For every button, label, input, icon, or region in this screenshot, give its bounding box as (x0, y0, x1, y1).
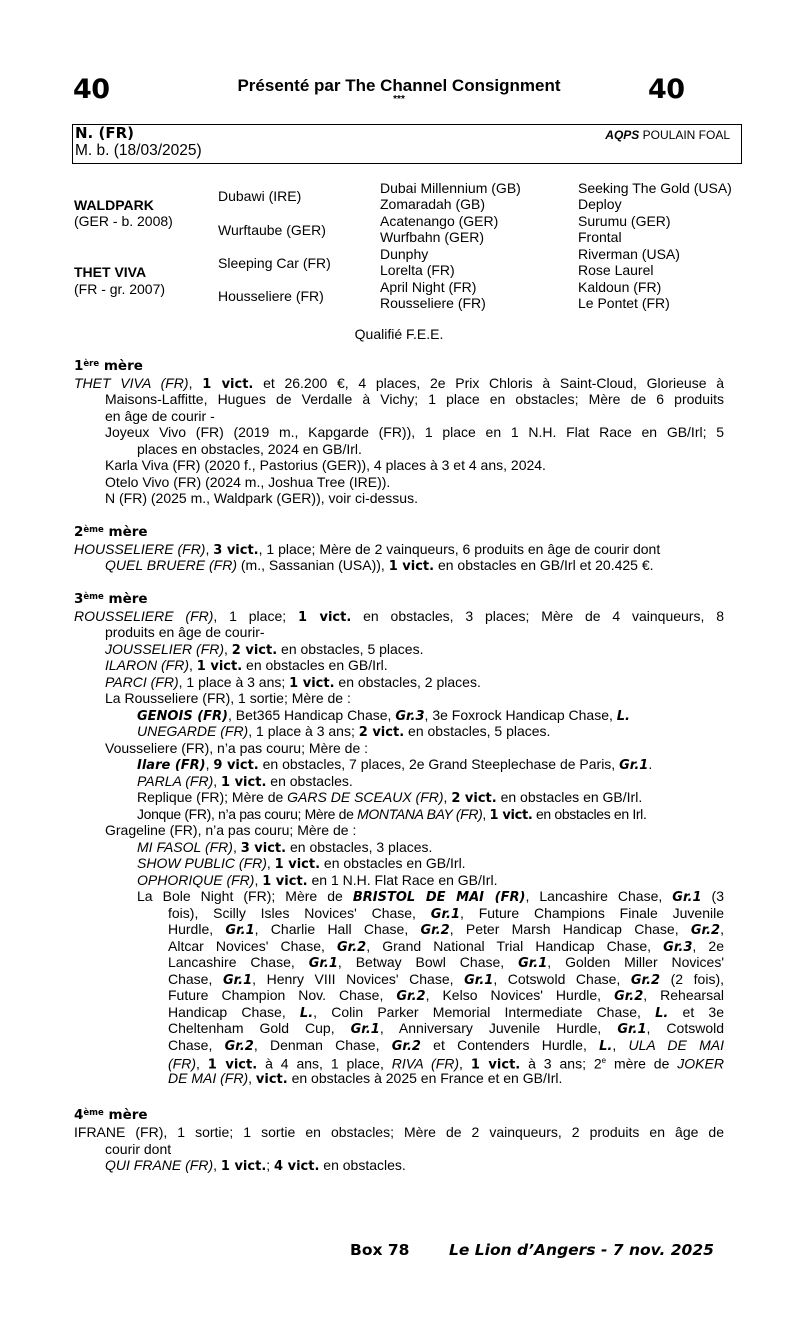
wins: 9 vict. (213, 758, 259, 773)
pedigree-gen3: Wurfbahn (GER) (380, 229, 484, 245)
wins: 2 vict. (451, 791, 497, 806)
wins: 1 vict. (297, 610, 352, 625)
wins: 1 vict. (207, 1057, 258, 1073)
wins: 1 vict. (262, 874, 308, 889)
text: , Lancashire Chase, (525, 888, 673, 904)
text: , (266, 855, 275, 871)
grade: Gr.3 (395, 709, 425, 724)
text: en obstacles, 2 places. (334, 674, 481, 690)
text: et 3e (668, 1004, 725, 1020)
grade: Gr.2 (224, 1039, 254, 1054)
text: fois), Scilly Isles Novices' Chase, (168, 905, 431, 921)
wins: 4 vict. (274, 1159, 320, 1174)
grade: Gr.1 (350, 1022, 380, 1037)
text: , Colin Parker Memorial Intermediate Chase, (313, 1004, 656, 1020)
text: , (224, 641, 232, 657)
text: mère de (606, 1055, 678, 1072)
text: Lancashire Chase, (168, 954, 309, 970)
heading-superscript: ème (83, 1108, 104, 1118)
text: en obstacles en GB/Irl. (496, 789, 643, 805)
dam-line: courir dont (105, 1141, 172, 1157)
grade: L. (655, 1006, 669, 1021)
pedigree-gen3: Zomaradah (GB) (380, 196, 486, 212)
produce-line (105, 557, 654, 575)
produce-line: Vousseliere (FR), n’a pas couru; Mère de : (105, 740, 369, 756)
text: . (648, 756, 653, 772)
black-type-horse: Ilare (FR) (137, 758, 206, 773)
pedigree-gen4: Surumu (GER) (578, 213, 671, 229)
grade: Gr.1 (617, 1022, 647, 1037)
text: Hurdle, (168, 921, 226, 937)
horse-name: ULA DE MAI (628, 1037, 725, 1053)
horse-id-box (72, 124, 742, 164)
text: , (720, 921, 724, 937)
grade: Gr.2 (396, 989, 426, 1004)
wins: 1 vict. (489, 808, 533, 823)
text: en obstacles. (266, 773, 353, 789)
produce-line: Otelo Vivo (FR) (2024 m., Joshua Tree (IRE)). (105, 474, 391, 490)
dam-line: IFRANE (FR), 1 sortie; 1 sortie en obstacles; Mère de 2 vainqueurs, 2 produits en âge de (74, 1124, 724, 1140)
section-heading-2nd-dam (74, 524, 148, 540)
grade: Gr.1 (619, 758, 649, 773)
pedigree-gen2: Wurftaube (GER) (218, 222, 326, 238)
text: , 1 place; (213, 608, 298, 624)
section-heading-4th-dam (74, 1107, 148, 1123)
text: , 1 place; Mère de 2 vainqueurs, 6 produits en âge de courir dont (258, 541, 661, 557)
dam-line: Maisons-Laffitte, Hugues de Verdalle à Vichy; 1 place en obstacles; Mère de 6 produits (105, 391, 724, 407)
horse-name: QUI FRANE (FR) (105, 1157, 214, 1173)
wins: 2 vict. (231, 643, 278, 658)
horse-name: HOUSSELIERE (FR) (74, 541, 206, 557)
grade: Gr.1 (308, 956, 338, 971)
produce-line: N (FR) (2025 m., Waldpark (GER)), voir ci-dessus. (105, 490, 418, 506)
text: , (232, 839, 241, 855)
text: en obstacles en Irl. (532, 806, 647, 822)
heading-word: mère (108, 591, 148, 607)
wins: 1 vict. (289, 676, 335, 691)
text: en obstacles en GB/Irl. (242, 657, 388, 673)
wins: 1 vict. (470, 1057, 521, 1073)
produce-line: Karla Viva (FR) (2020 f., Pastorius (GER)), 4 places à 3 et 4 ans, 2024. (105, 457, 546, 473)
horse-name: ROUSSELIERE (FR) (74, 608, 214, 624)
grade: Gr.2 (630, 973, 661, 988)
produce-line (168, 987, 724, 1005)
grade: Gr.1 (672, 890, 702, 905)
produce-line: Joyeux Vivo (FR) (2019 m., Kapgarde (FR)), 1 place en 1 N.H. Flat Race en GB/Irl; 5 (105, 424, 724, 440)
pedigree-gen4: Le Pontet (FR) (578, 295, 670, 311)
pedigree-gen4: Riverman (USA) (578, 246, 680, 262)
horse-name: THET VIVA (FR) (74, 375, 189, 391)
text: Cheltenham Gold Cup, (168, 1020, 351, 1036)
produce-line (168, 1070, 562, 1088)
text: (2 fois), (660, 971, 725, 987)
produce-line (137, 756, 652, 774)
breed-label: AQPS (605, 128, 640, 142)
breed-sex-label (605, 128, 730, 142)
produce-line (137, 855, 466, 873)
text: , (254, 872, 263, 888)
dam-name: THET VIVA (74, 264, 147, 280)
text: en 1 N.H. Flat Race en GB/Irl. (307, 872, 498, 888)
text: , (205, 541, 214, 557)
pedigree-gen3: Acatenango (GER) (380, 213, 499, 229)
wins: 1 vict. (202, 377, 254, 392)
lot-number-right: 40 (648, 74, 685, 105)
text: ; (266, 1157, 275, 1173)
produce-line (105, 657, 388, 675)
pedigree-gen2: Housseliere (FR) (218, 288, 324, 304)
text: , Peter Marsh Handicap Chase, (449, 921, 691, 937)
grade: Gr.2 (614, 989, 644, 1004)
horse-name: RIVA (FR) (391, 1055, 460, 1072)
text: , Betway Bowl Chase, (337, 954, 519, 970)
grade: L. (599, 1039, 613, 1054)
footer-location-date: Le Lion d’Angers - 7 nov. 2025 (449, 1241, 714, 1259)
wins: 1 vict. (220, 1159, 267, 1174)
text: , Anniversary Juvenile Hurdle, (379, 1020, 618, 1036)
text: , (196, 1055, 208, 1072)
text: , Golden Miller Novices' (547, 954, 724, 970)
horse-name: JOKER (677, 1055, 724, 1072)
pedigree-gen3: Rousseliere (FR) (380, 295, 486, 311)
pedigree-gen4: Kaldoun (FR) (578, 279, 662, 295)
text: Handicap Chase, (168, 1004, 300, 1020)
text: en obstacles, 7 places, 2e Grand Steeplechase de Paris, (258, 756, 620, 772)
text: en obstacles à 2025 en France et en GB/Irl. (287, 1070, 563, 1086)
produce-line (168, 1020, 724, 1038)
text: , (188, 375, 203, 391)
produce-line: Grageline (FR), n’a pas couru; Mère de : (105, 822, 357, 838)
section-heading-1st-dam (74, 358, 143, 374)
text: Jonque (FR), n’a pas couru; Mère de (137, 806, 358, 822)
grade: Gr.1 (225, 923, 255, 938)
produce-line: places en obstacles, 2024 en GB/Irl. (137, 441, 362, 457)
text: , 1 place à 3 ans; (248, 723, 359, 739)
text: Chase, (168, 971, 223, 987)
horse-name: N. (FR) (75, 124, 134, 142)
heading-number: 3 (74, 591, 84, 607)
horse-name: PARLA (FR) (137, 773, 214, 789)
lot-number-left: 40 (73, 74, 110, 105)
grade: Gr.3 (663, 940, 693, 955)
produce-line (105, 1157, 406, 1175)
text: en obstacles en GB/Irl. (320, 855, 466, 871)
grade: Gr.2 (690, 923, 721, 938)
heading-number: 4 (74, 1107, 84, 1123)
produce-line (137, 789, 642, 807)
heading-word: mère (108, 524, 148, 540)
wins: 1 vict. (388, 559, 435, 574)
text: en obstacles, 5 places. (277, 641, 424, 657)
pedigree-gen3: April Night (FR) (380, 279, 477, 295)
heading-superscript: ème (83, 525, 104, 535)
text: à 3 ans; 2 (520, 1055, 602, 1072)
text: , Cotswold (646, 1020, 725, 1036)
text: La Bole Night (FR); Mère de (137, 888, 353, 904)
produce-line (137, 888, 724, 906)
grade: Gr.1 (518, 956, 548, 971)
horse-name: PARCI (FR) (105, 674, 179, 690)
horse-name: (FR) (168, 1055, 196, 1072)
heading-number: 2 (74, 524, 84, 540)
sex-label: POULAIN FOAL (642, 128, 730, 142)
heading-superscript: ème (83, 592, 104, 602)
text: , (189, 657, 197, 673)
text: à 4 ans, 1 place, (257, 1055, 392, 1072)
sire-detail: (GER - b. 2008) (74, 213, 173, 229)
grade: Gr.1 (430, 907, 460, 922)
superscript: e (601, 1056, 607, 1065)
sire-name: WALDPARK (74, 197, 154, 213)
text: , Cotswold Chase, (493, 971, 631, 987)
footer-box-number: Box 78 (350, 1241, 410, 1259)
horse-name: JOUSSELIER (FR) (105, 641, 225, 657)
text: et Contenders Hurdle, (420, 1037, 600, 1053)
pedigree-gen2: Dubawi (IRE) (218, 188, 302, 204)
text: , Kelso Novices' Hurdle, (425, 987, 615, 1003)
text: , Grand National Trial Handicap Chase, (366, 938, 664, 954)
produce-line (168, 921, 724, 939)
horse-name: MI FASOL (FR) (137, 839, 233, 855)
text: en obstacles. (319, 1157, 406, 1173)
black-type-horse: BRISTOL DE MAI (FR) (352, 890, 526, 905)
grade: Gr.2 (420, 923, 450, 938)
pedigree-gen3: Lorelta (FR) (380, 262, 455, 278)
text: en obstacles, 5 places. (404, 723, 551, 739)
wins: 1 vict. (274, 857, 321, 872)
horse-name: QUEL BRUERE (FR) (105, 557, 237, 573)
horse-name: SHOW PUBLIC (FR) (137, 855, 267, 871)
text: , (482, 806, 490, 822)
text: , Future Champions Finale Juvenile (460, 905, 724, 921)
text: , Charlie Hall Chase, (254, 921, 421, 937)
grade: L. (299, 1006, 314, 1021)
wins: 1 vict. (221, 775, 267, 790)
pedigree-gen3: Dunphy (380, 246, 429, 262)
grade: Gr.2 (391, 1039, 421, 1054)
heading-superscript: ère (83, 359, 100, 369)
text: , (248, 1070, 256, 1086)
text: en obstacles en GB/Irl et 20.425 €. (434, 557, 654, 573)
dam-line: en âge de courir - (105, 408, 215, 424)
pedigree-gen4: Frontal (578, 229, 622, 245)
wins: vict. (255, 1072, 288, 1087)
pedigree-gen4: Seeking The Gold (USA) (578, 180, 732, 196)
wins: 1 vict. (196, 659, 243, 674)
text: Chase, (168, 1037, 225, 1053)
section-heading-3rd-dam (74, 591, 148, 607)
grade: Gr.2 (337, 940, 367, 955)
text: (3 (701, 888, 724, 904)
text: , (213, 773, 222, 789)
pedigree-gen3: Dubai Millennium (GB) (380, 180, 521, 196)
horse-name: ILARON (FR) (105, 657, 189, 673)
horse-name: OPHORIQUE (FR) (137, 872, 255, 888)
text: , 3e Foxrock Handicap Chase, (424, 707, 617, 723)
produce-line: La Rousseliere (FR), 1 sortie; Mère de : (105, 690, 351, 706)
wins: 3 vict. (213, 543, 259, 558)
text: , Bet365 Handicap Chase, (227, 707, 396, 723)
black-type-horse: GENOIS (FR) (137, 709, 228, 724)
text: , (443, 789, 452, 805)
pedigree-gen2: Sleeping Car (FR) (218, 255, 331, 271)
pedigree-gen4: Deploy (578, 196, 622, 212)
text: et 26.200 €, 4 places, 2e Prix Chloris à Saint-Cloud, Glorieuse à (253, 375, 724, 391)
grade: Gr.1 (464, 973, 494, 988)
text: en obstacles, 3 places; Mère de 4 vainqueurs, 8 (351, 608, 724, 624)
text: (m., Sassanian (USA)), (236, 557, 389, 573)
heading-word: mère (108, 1107, 148, 1123)
text: , Henry VIII Novices' Chase, (252, 971, 465, 987)
horse-name: GARS DE SCEAUX (FR) (287, 789, 444, 805)
text: , (213, 1157, 221, 1173)
heading-word: mère (103, 358, 143, 374)
wins: 3 vict. (240, 841, 287, 856)
text: Altcar Novices' Chase, (168, 938, 338, 954)
wins: 2 vict. (358, 725, 405, 740)
text: , Denman Chase, (253, 1037, 392, 1053)
presenter-stars: *** (393, 94, 405, 105)
horse-name: DE MAI (FR) (168, 1070, 249, 1086)
horse-name: UNEGARDE (FR) (137, 723, 249, 739)
text: , (459, 1055, 471, 1072)
horse-name: MONTANA BAY (FR) (357, 806, 483, 822)
grade: L. (616, 709, 630, 724)
dam-detail: (FR - gr. 2007) (74, 281, 166, 297)
grade: Gr.1 (222, 973, 253, 988)
text: Replique (FR); Mère de (137, 789, 288, 805)
horse-description: M. b. (18/03/2025) (75, 142, 202, 159)
produce-line (168, 954, 724, 972)
text: Future Champion Nov. Chase, (168, 987, 397, 1003)
text: , (612, 1037, 629, 1053)
text: en obstacles, 3 places. (286, 839, 433, 855)
presenter-title: Présenté par The Channel Consignment (237, 76, 561, 95)
text: , (205, 756, 214, 772)
qualification: Qualifié F.E.E. (354, 326, 444, 342)
produce-line (137, 723, 550, 741)
pedigree-gen4: Rose Laurel (578, 262, 654, 278)
heading-number: 1 (74, 358, 84, 374)
text: , Rehearsal (643, 987, 724, 1003)
text: , 1 place à 3 ans; (178, 674, 290, 690)
dam-line: produits en âge de courir- (105, 624, 265, 640)
text: , 2e (692, 938, 724, 954)
